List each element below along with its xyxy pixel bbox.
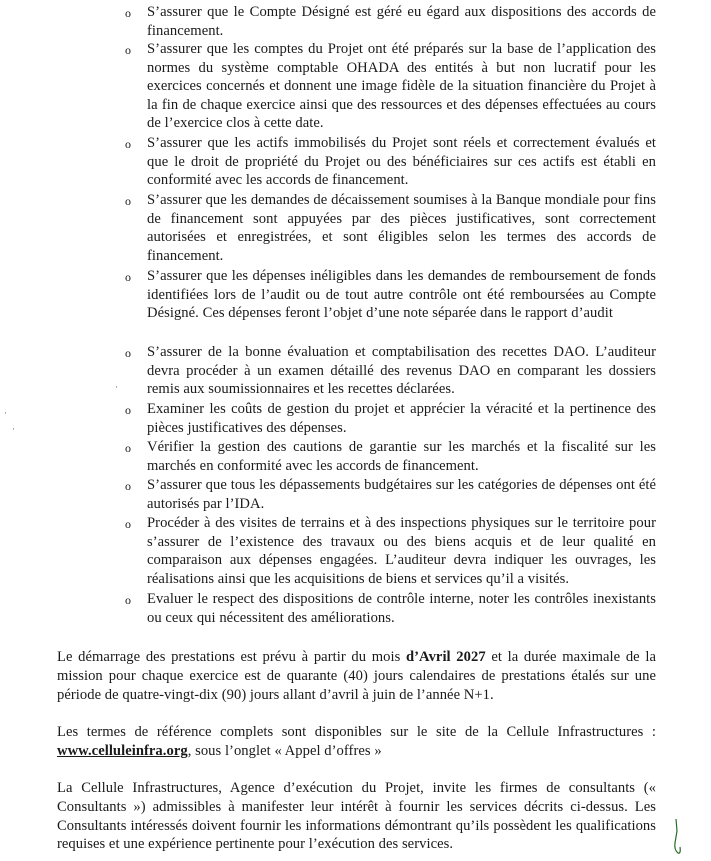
schedule-text-end: et la durée maximale de la mission pour chaque exercice est de quarante (40) jours calendaires de prestations étalés sur une période de quatre-vingt-dix (90) jours allant d’avril à juin de l’année N+1. bbox=[57, 649, 656, 703]
list-item-text: Procéder à des visites de terrains et à des inspections physiques sur le territoire pour s’assurer de l’existence des travaux ou des biens acquis et de leur qualité en comparaison aux dépenses engagées. L’auditeur devra indiquer les ouvrages, les réalisations ainsi que les acquisitions de biens et services qu’il a visités. bbox=[147, 515, 656, 587]
bullet-marker: o bbox=[125, 43, 131, 57]
bullet-marker: o bbox=[125, 194, 131, 208]
schedule-text-start: Le démarrage des prestations est prévu à partir du mois bbox=[57, 649, 406, 665]
website-link[interactable]: www.celluleinfra.org bbox=[57, 742, 188, 759]
bullet-marker: o bbox=[125, 403, 131, 417]
scan-speck: · bbox=[115, 382, 118, 392]
bullet-marker: o bbox=[125, 6, 131, 20]
list-item-text: S’assurer que le Compte Désigné est géré eu égard aux dispositions des accords de financement. bbox=[147, 4, 656, 39]
bullet-marker: o bbox=[125, 441, 131, 455]
bullet-marker: o bbox=[125, 346, 131, 360]
list-item-text: Examiner les coûts de gestion du projet et apprécier la véracité et la pertinence des pièces justificatives des dépenses. bbox=[147, 401, 656, 436]
start-date: d’Avril 2027 bbox=[405, 649, 486, 665]
invitation-paragraph: La Cellule Infrastructures, Agence d’exécution du Projet, invite les firmes de consultants (« Consultants ») admissibles à manifester leur intérêt à fournir les services décrits ci-dessus. Les Consultants intéressés doivent fournir les informations démontrant qu’ils possèdent les qualifications requises et une expérience pertinente pour l’exécution des services. bbox=[57, 780, 656, 853]
schedule-paragraph bbox=[57, 648, 656, 704]
tor-text-end: , sous l’onglet « Appel d’offres » bbox=[187, 742, 382, 759]
list-item-text: Vérifier la gestion des cautions de garantie sur les marchés et la fiscalité sur les marchés en conformité avec les accords de financement. bbox=[147, 439, 656, 474]
bullet-marker: o bbox=[125, 137, 131, 151]
list-item-text: S’assurer que les demandes de décaissement soumises à la Banque mondiale pour fins de financement sont appuyées par des pièces justificatives, sont correctement autorisées et enregistrées, et sont éligibles selon les termes des accords de financement. bbox=[147, 192, 656, 264]
scan-speck: · bbox=[4, 408, 7, 418]
bullet-marker: o bbox=[125, 517, 131, 531]
list-item-text: S’assurer de la bonne évaluation et comptabilisation des recettes DAO. L’auditeur devra procéder à un examen détaillé des revenus DAO en comparant les dossiers remis aux soumissionnaires et les recettes déclarées. bbox=[147, 344, 656, 398]
bullet-marker: o bbox=[125, 479, 131, 493]
scan-speck: · bbox=[12, 424, 15, 434]
list-item-text: S’assurer que les actifs immobilisés du Projet sont réels et correctement évalués et que le droit de propriété du Projet ou des bénéficiaires sur ces actifs est établi en conformité avec les accords de financement. bbox=[147, 135, 656, 189]
list-item-text: S’assurer que tous les dépassements budgétaires sur les catégories de dépenses ont été autorisés par l’IDA. bbox=[147, 477, 656, 512]
handwritten-initial-mark bbox=[669, 817, 683, 857]
tor-text-start: Les termes de référence complets sont disponibles sur le site de la Cellule Infrastructures : bbox=[57, 724, 656, 740]
list-item-text: Evaluer le respect des dispositions de contrôle interne, noter les contrôles inexistants ou ceux qui nécessitent des améliorations. bbox=[147, 591, 656, 626]
list-item-text: S’assurer que les comptes du Projet ont été préparés sur la base de l’application des normes du système comptable OHADA des entités à but non lucratif pour les exercices concernés et donnent une image fidèle de la situation financière du Projet à la fin de chaque exercice ainsi que des ressources et des dépenses effectuées au cours de l’exercice clos à cette date. bbox=[147, 41, 656, 132]
bullet-marker: o bbox=[125, 593, 131, 607]
list-item-text: S’assurer que les dépenses inéligibles dans les demandes de remboursement de fonds identifiées lors de l’audit ou de tout autre contrôle ont été remboursées au Compte Désigné. Ces dépenses feront l’objet d’une note séparée dans le rapport d’audit bbox=[147, 268, 656, 322]
terms-of-reference-paragraph bbox=[57, 723, 656, 761]
bullet-marker: o bbox=[125, 270, 131, 284]
